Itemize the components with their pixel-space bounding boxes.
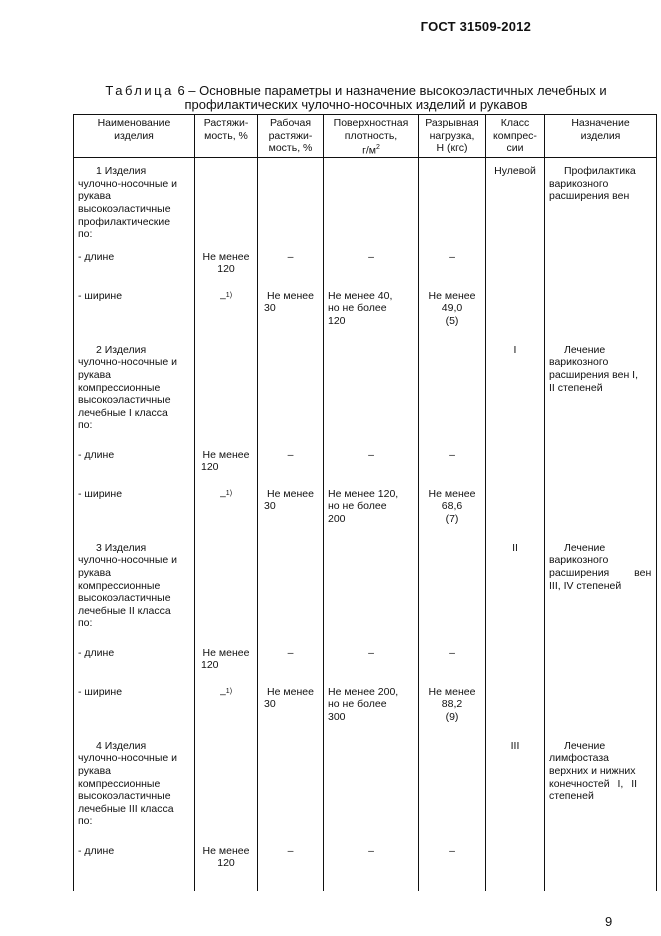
standard-title: ГОСТ 31509-2012 (420, 19, 531, 34)
row-label: - длине (74, 845, 195, 891)
length-row (74, 845, 657, 891)
caption-line-1: 6 – Основные параметры и назначение высокоэластичных лечебных и (177, 83, 607, 98)
width-row (74, 488, 657, 542)
footnote-mark: 1) (225, 291, 233, 299)
cell-stretch: Не менее 120 (195, 647, 258, 686)
width-row (74, 290, 657, 344)
cell-density: Не менее 120, но не более 200 (324, 488, 419, 542)
group-name: 3 Изделия чулочно-носочные и рукава компрессионные высокоэластичные лечебные II класса по: (74, 542, 195, 647)
group-row (74, 542, 657, 647)
group-purpose: Лечение лимфостаза верхних и нижних конечностей I, II степеней (545, 740, 657, 845)
row-label: - длине (74, 647, 195, 686)
row-label: - ширине (74, 290, 195, 344)
cell-stretch: –$^{1)}$ (195, 488, 258, 542)
group-class: Нулевой (486, 158, 545, 251)
cell-density: – (324, 845, 419, 891)
parameters-table (73, 114, 657, 891)
cell-stretch: –$^{1)}$ (195, 686, 258, 740)
cell-load: – (419, 251, 486, 290)
group-row (74, 158, 657, 251)
page-number: 9 (605, 914, 613, 929)
row-label: - ширине (74, 488, 195, 542)
header-stretch: Растяжи- мость, % (195, 115, 258, 158)
group-class: II (486, 542, 545, 647)
footnote-mark: 1) (225, 489, 233, 497)
cell-density: – (324, 251, 419, 290)
caption-line-2: профилактических чулочно-носочных изделий и рукавов (184, 97, 528, 112)
group-purpose: Лечение варикозного расширения вен III, IV степеней (545, 542, 657, 647)
row-label: - длине (74, 449, 195, 488)
cell-work: – (258, 449, 324, 488)
group-name: 4 Изделия чулочно-носочные и рукава компрессионные высокоэластичные лечебные III класса по: (74, 740, 195, 845)
table-header-row (74, 115, 657, 158)
header-density: Поверхностная плотность, $г/м^2$ (324, 115, 419, 158)
cell-load: Не менее 49,0 (5) (419, 290, 486, 344)
cell-load: – (419, 449, 486, 488)
cell-stretch: –$^{1)}$ (195, 290, 258, 344)
cell-density: – (324, 449, 419, 488)
cell-stretch: Не менее 120 (195, 251, 258, 290)
group-name: 1 Изделия чулочно-носочные и рукава высокоэластичные профилактические по: (74, 158, 195, 251)
group-row (74, 740, 657, 845)
cell-stretch: Не менее 120 (195, 845, 258, 891)
header-class: Класс компрес- сии (486, 115, 545, 158)
group-name: 2 Изделия чулочно-носочные и рукава компрессионные высокоэластичные лечебные I класса по: (74, 344, 195, 449)
header-load: Разрывная нагрузка, Н (кгс) (419, 115, 486, 158)
cell-work: Не менее 30 (258, 290, 324, 344)
cell-load: Не менее 88,2 (9) (419, 686, 486, 740)
header-work-stretch: Рабочая растяжи- мость, % (258, 115, 324, 158)
group-purpose: Лечение варикозного расширения вен I, II степеней (545, 344, 657, 449)
cell-density: – (324, 647, 419, 686)
row-label: - ширине (74, 686, 195, 740)
cell-work: – (258, 845, 324, 891)
cell-load: – (419, 647, 486, 686)
header-name: Наименование изделия (74, 115, 195, 158)
group-purpose: Профилактика варикозного расширения вен (545, 158, 657, 251)
group-class: I (486, 344, 545, 449)
length-row (74, 449, 657, 488)
cell-work: – (258, 251, 324, 290)
cell-density: Не менее 200, но не более 300 (324, 686, 419, 740)
group-class: III (486, 740, 545, 845)
cell-work: Не менее 30 (258, 488, 324, 542)
length-row (74, 647, 657, 686)
footnote-mark: 1) (225, 687, 233, 695)
cell-density: Не менее 40, но не более 120 (324, 290, 419, 344)
table-caption (76, 84, 636, 112)
row-label: - длине (74, 251, 195, 290)
cell-work: Не менее 30 (258, 686, 324, 740)
cell-load: – (419, 845, 486, 891)
cell-stretch: Не менее 120 (195, 449, 258, 488)
header-purpose: Назначение изделия (545, 115, 657, 158)
group-row (74, 344, 657, 449)
caption-table-word: Таблица (105, 83, 174, 98)
width-row (74, 686, 657, 740)
length-row (74, 251, 657, 290)
cell-load: Не менее 68,6 (7) (419, 488, 486, 542)
cell-work: – (258, 647, 324, 686)
